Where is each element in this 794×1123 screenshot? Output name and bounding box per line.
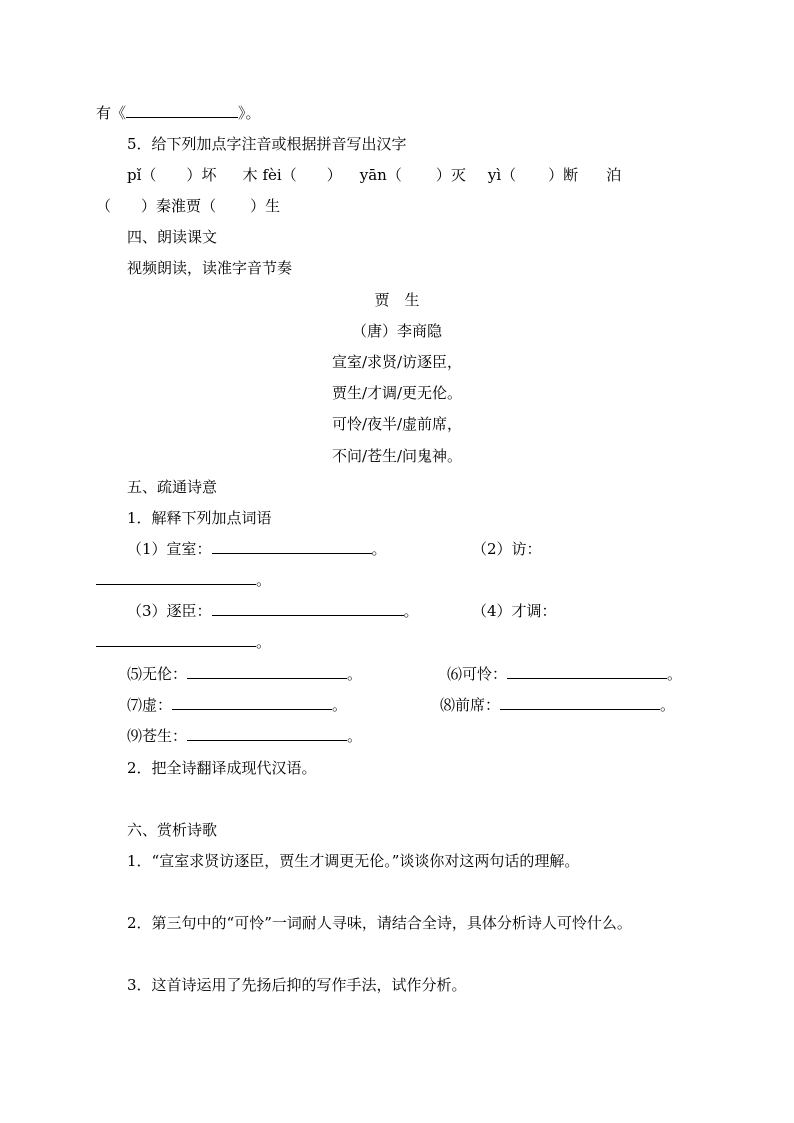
paren-open: （: [501, 166, 517, 184]
paren-open: （: [281, 166, 297, 184]
item-2-answer: [96, 570, 271, 590]
item-2-label: （2）访：: [472, 540, 542, 558]
item-9: [127, 726, 362, 746]
section6-q3: 3．这首诗运用了先扬后抑的写作手法，试作分析。: [127, 976, 467, 994]
item-end: 。: [256, 633, 272, 651]
answer-blank[interactable]: [187, 726, 347, 741]
answer-blank[interactable]: [507, 664, 667, 679]
answer-blank[interactable]: [172, 695, 332, 710]
paren-close: ）: [548, 166, 564, 184]
item-1: [127, 539, 387, 559]
item-3: [127, 601, 419, 621]
item-5: [127, 664, 362, 684]
item-end: 。: [660, 696, 676, 714]
item-4-answer: [96, 632, 271, 652]
word-sheng: 生: [265, 197, 281, 215]
answer-blank[interactable]: [212, 601, 404, 616]
item-label: （1）宣室：: [127, 540, 212, 558]
answer-blank[interactable]: [96, 570, 256, 585]
section5-q2: 2．把全诗翻译成现代汉语。: [127, 759, 317, 777]
paren-open: （: [386, 166, 402, 184]
item-label: ⑼苍生：: [127, 727, 188, 745]
answer-blank[interactable]: [212, 539, 372, 554]
paren-close: ）: [250, 197, 266, 215]
item-7: [127, 695, 347, 715]
paren-open: （: [96, 197, 112, 215]
item-label: ⑹可怜：: [447, 665, 508, 683]
paren-close: ）: [141, 197, 157, 215]
section6-q1: 1．“宣室求贤访逐臣，贾生才调更无伦。”谈谈你对这两句话的理解。: [127, 852, 580, 870]
word-mie: 灭: [450, 166, 466, 184]
word-huai: 坏: [201, 166, 217, 184]
paren-close: ）: [435, 166, 451, 184]
title-fill-line: [96, 103, 261, 123]
paren-open: （: [201, 197, 217, 215]
answer-blank[interactable]: [500, 695, 660, 710]
item-label: ⑺虚：: [127, 696, 173, 714]
poem-author: （唐）李商隐: [351, 322, 442, 340]
item-8: [440, 695, 675, 715]
q5-title: 5．给下列加点字注音或根据拼音写出汉字: [127, 135, 407, 153]
title-fill-prefix: 有《: [96, 104, 127, 122]
poem-title: 贾 生: [374, 291, 420, 309]
item-end: 。: [347, 727, 363, 745]
word-duan: 断: [563, 166, 579, 184]
answer-blank[interactable]: [187, 664, 347, 679]
pinyin-fei: fèi: [262, 166, 282, 184]
pinyin-yi: yì: [487, 166, 502, 184]
paren-open: （: [141, 166, 157, 184]
item-end: 。: [256, 571, 272, 589]
pinyin-pi: pǐ: [127, 166, 142, 184]
q5-row2: [96, 196, 280, 216]
title-fill-suffix: 》。: [238, 104, 261, 122]
section4-heading: 四、朗读课文: [127, 228, 218, 246]
answer-blank[interactable]: [96, 632, 256, 647]
item-4-label: （4）才调：: [472, 602, 557, 620]
poem-line-3: 可怜/夜半/虚前席，: [331, 415, 463, 433]
section6-heading: 六、赏析诗歌: [127, 821, 218, 839]
item-end: 。: [403, 602, 419, 620]
item-label: （3）逐臣：: [127, 602, 212, 620]
q5-row1: [127, 165, 621, 185]
item-end: 。: [371, 540, 387, 558]
item-label: ⑸无伦：: [127, 665, 188, 683]
item-end: 。: [332, 696, 348, 714]
section5-heading: 五、疏通诗意: [127, 478, 218, 496]
paren-close: ）: [326, 166, 342, 184]
paren-close: ）: [186, 166, 202, 184]
word-qinhuai: 秦淮: [156, 197, 187, 215]
char-jia: 贾: [186, 197, 202, 215]
poem-line-4: 不问/苍生/问鬼神。: [331, 447, 463, 465]
poem-line-1: 宣室/求贤/访逐臣，: [331, 353, 463, 371]
item-6: [447, 664, 682, 684]
section5-q1: 1．解释下列加点词语: [127, 509, 272, 527]
section6-q2: 2．第三句中的“可怜”一词耐人寻味，请结合全诗，具体分析诗人可怜什么。: [127, 914, 632, 932]
pinyin-yan: yān: [359, 166, 387, 184]
title-blank[interactable]: [126, 103, 238, 118]
item-end: 。: [667, 665, 683, 683]
char-mu: 木: [242, 166, 258, 184]
item-end: 。: [347, 665, 363, 683]
poem-line-2: 贾生/才调/更无伦。: [331, 384, 463, 402]
section4-instruction: 视频朗读，读准字音节奏: [127, 259, 293, 277]
char-bo: 泊: [606, 166, 622, 184]
item-label: ⑻前席：: [440, 696, 501, 714]
